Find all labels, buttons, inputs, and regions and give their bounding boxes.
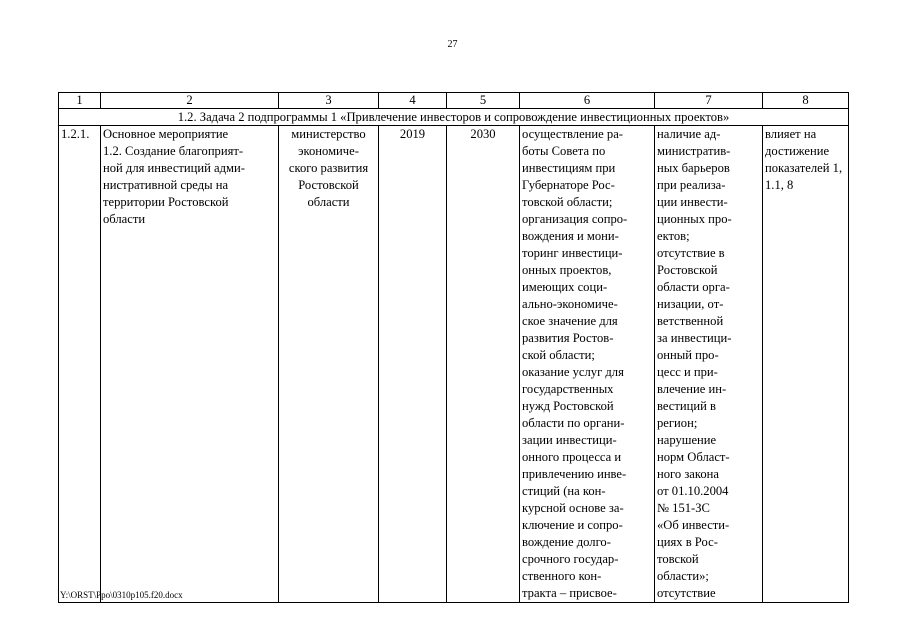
table-row: [59, 126, 849, 603]
consequences-cell-line: области орга-: [657, 280, 730, 294]
expected-result-cell-line: нужд Ростовской: [522, 399, 614, 413]
expected-result-cell-line: онного процесса и: [522, 450, 622, 464]
header-cell-5: 5: [447, 93, 520, 109]
indicators-link-cell: [763, 126, 849, 603]
expected-result-cell-line: организация сопро-: [522, 212, 628, 226]
consequences-cell-line: ного закона: [657, 467, 720, 481]
header-cell-1: 1: [59, 93, 101, 109]
consequences-cell-line: № 151-ЗС: [657, 501, 710, 515]
consequences-cell-line: области»;: [657, 569, 709, 583]
expected-result-cell-line: привлечению инве-: [522, 467, 627, 481]
expected-result-cell-line: стиций (на кон-: [522, 484, 606, 498]
expected-result-cell-line: товской области;: [522, 195, 613, 209]
consequences-cell-line: ектов;: [657, 229, 690, 243]
expected-result-cell-line: развития Ростов-: [522, 331, 614, 345]
header-cell-7: 7: [655, 93, 763, 109]
activity-cell-line: территории Ростовской: [103, 195, 229, 209]
expected-result-cell-line: ключение и сопро-: [522, 518, 623, 532]
expected-result-cell-line: торинг инвестици-: [522, 246, 623, 260]
header-row: [59, 93, 849, 109]
expected-result-cell-line: ственного кон-: [522, 569, 602, 583]
expected-result-cell-line: имеющих соци-: [522, 280, 608, 294]
row-number: 1.2.1.: [59, 126, 101, 603]
consequences-cell-line: циях в Рос-: [657, 535, 718, 549]
executor-cell-line: министерство: [291, 127, 366, 141]
section-title: 1.2. Задача 2 подпрограммы 1 «Привлечение инвесторов и сопровождение инвестиционных проектов»: [59, 109, 849, 126]
consequences-cell-line: низации, от-: [657, 297, 724, 311]
expected-result-cell-line: ское значение для: [522, 314, 618, 328]
header-cell-4: 4: [379, 93, 447, 109]
activity-cell-line: Основное мероприятие: [103, 127, 229, 141]
indicators-link-cell-line: влияет на: [765, 127, 817, 141]
activity-cell-line: ной для инвестиций адми-: [103, 161, 245, 175]
consequences-cell-line: ционных про-: [657, 212, 732, 226]
section-row: [59, 109, 849, 126]
executor-cell: [279, 126, 379, 603]
consequences-cell-line: регион;: [657, 416, 698, 430]
consequences-cell-line: норм Област-: [657, 450, 730, 464]
expected-result-cell-line: области по органи-: [522, 416, 625, 430]
consequences-cell-line: «Об инвести-: [657, 518, 730, 532]
expected-result-cell-line: боты Совета по: [522, 144, 606, 158]
expected-result-cell-line: срочного государ-: [522, 552, 619, 566]
expected-result-cell-line: курсной основе за-: [522, 501, 624, 515]
activity-cell-line: нистративной среды на: [103, 178, 229, 192]
activity-cell: [101, 126, 279, 603]
expected-result-cell-line: оказание услуг для: [522, 365, 624, 379]
expected-result-cell-line: государственных: [522, 382, 614, 396]
expected-result-cell-line: осуществление ра-: [522, 127, 623, 141]
expected-result-cell-line: вождения и мони-: [522, 229, 619, 243]
end-year-cell: 2030: [447, 126, 520, 603]
start-year-cell: 2019: [379, 126, 447, 603]
consequences-cell-line: нарушение: [657, 433, 717, 447]
header-cell-6: 6: [520, 93, 655, 109]
executor-cell-line: экономиче-: [298, 144, 359, 158]
consequences-cell-line: товской: [657, 552, 699, 566]
executor-cell-line: Ростовской: [298, 178, 359, 192]
consequences-cell-line: министратив-: [657, 144, 731, 158]
indicators-link-cell-line: показателей 1,: [765, 161, 843, 175]
expected-result-cell-line: Губернаторе Рос-: [522, 178, 615, 192]
indicators-link-cell-line: достижение: [765, 144, 830, 158]
consequences-cell-line: наличие ад-: [657, 127, 721, 141]
consequences-cell-line: онный про-: [657, 348, 719, 362]
consequences-cell-line: ции инвести-: [657, 195, 728, 209]
expected-result-cell-line: ально-экономиче-: [522, 297, 618, 311]
consequences-cell-line: вестиций в: [657, 399, 716, 413]
activity-cell-line: 1.2. Создание благоприят-: [103, 144, 244, 158]
header-cell-8: 8: [763, 93, 849, 109]
consequences-cell-line: за инвестици-: [657, 331, 732, 345]
consequences-cell-line: ных барьеров: [657, 161, 730, 175]
indicators-link-cell-line: 1.1, 8: [765, 178, 794, 192]
consequences-cell-line: ветственной: [657, 314, 724, 328]
executor-cell-line: области: [307, 195, 350, 209]
activity-cell-line: области: [103, 212, 146, 226]
expected-result-cell-line: зации инвестици-: [522, 433, 617, 447]
consequences-cell-line: Ростовской: [657, 263, 718, 277]
program-table: [58, 92, 849, 603]
consequences-cell-line: при реализа-: [657, 178, 726, 192]
expected-result-cell-line: онных проектов,: [522, 263, 612, 277]
expected-result-cell-line: ской области;: [522, 348, 595, 362]
header-cell-2: 2: [101, 93, 279, 109]
executor-cell-line: ского развития: [288, 161, 369, 175]
consequences-cell-line: цесс и при-: [657, 365, 718, 379]
file-path-footer: Y:\ORST\Ppo\0310p105.f20.docx: [60, 590, 183, 600]
expected-result-cell-line: инвестициям при: [522, 161, 616, 175]
consequences-cell: [655, 126, 763, 603]
expected-result-cell: [520, 126, 655, 603]
consequences-cell-line: отсутствие: [657, 586, 716, 600]
expected-result-cell-line: тракта – присвое-: [522, 586, 617, 600]
consequences-cell-line: от 01.10.2004: [657, 484, 729, 498]
header-cell-3: 3: [279, 93, 379, 109]
consequences-cell-line: влечение ин-: [657, 382, 727, 396]
page-number: 27: [447, 39, 458, 50]
consequences-cell-line: отсутствие в: [657, 246, 725, 260]
expected-result-cell-line: вождение долго-: [522, 535, 611, 549]
